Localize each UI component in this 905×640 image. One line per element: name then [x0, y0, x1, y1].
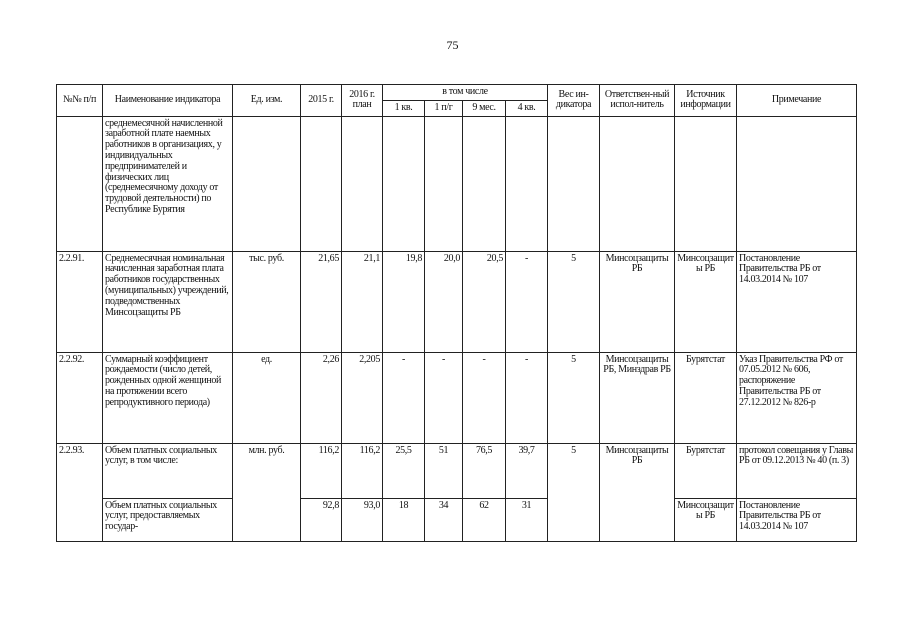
- value-2016-plan: 93,0: [342, 498, 383, 541]
- source-cell: Бурятстат: [675, 352, 737, 443]
- header-weight: Вес ин-дикатора: [548, 85, 600, 117]
- value-q4: 39,7: [506, 443, 548, 498]
- indicator-name: Объем платных социальных услуг, предоставляемых государ-: [103, 498, 233, 541]
- value-q1: 19,8: [383, 251, 425, 352]
- value-2016-plan: 21,1: [342, 251, 383, 352]
- value-h1: 34: [425, 498, 463, 541]
- responsible-cell: Минсоцзащиты РБ: [600, 443, 675, 541]
- page-number: 75: [446, 38, 459, 52]
- value-2015: 92,8: [301, 498, 342, 541]
- note-cell: протокол совещания у Главы РБ от 09.12.2013 № 40 (п. 3): [737, 443, 857, 498]
- value-2016-plan: 116,2: [342, 443, 383, 498]
- value-q1: 18: [383, 498, 425, 541]
- unit-cell: ед.: [233, 352, 301, 443]
- table-row: [57, 443, 857, 498]
- value-q1: -: [383, 352, 425, 443]
- value-q4: 31: [506, 498, 548, 541]
- note-cell: Постановление Правительства РБ от 14.03.2014 № 107: [737, 251, 857, 352]
- header-2016-plan: 2016 г. план: [342, 85, 383, 117]
- header-unit: Ед. изм.: [233, 85, 301, 117]
- row-number: 2.2.92.: [57, 352, 103, 443]
- header-name: Наименование индикатора: [103, 85, 233, 117]
- note-cell: Указ Правительства РФ от 07.05.2012 № 606, распоряжение Правительства РБ от 27.12.2012 № 826-р: [737, 352, 857, 443]
- source-cell: Минсоцзащиты РБ: [675, 251, 737, 352]
- table-row: [57, 251, 857, 352]
- source-cell: Бурятстат: [675, 443, 737, 498]
- weight-cell: 5: [548, 443, 600, 541]
- table-row: [57, 116, 857, 251]
- header-including: в том числе: [383, 85, 548, 101]
- value-h1: 20,0: [425, 251, 463, 352]
- header-q1: 1 кв.: [383, 100, 425, 116]
- value-q4: -: [506, 352, 548, 443]
- value-9m: -: [463, 352, 506, 443]
- indicator-name: Объем платных социальных услуг, в том числе:: [103, 443, 233, 498]
- header-num: №№ п/п: [57, 85, 103, 117]
- unit-cell: млн. руб.: [233, 443, 301, 541]
- value-q4: -: [506, 251, 548, 352]
- header-responsible: Ответствен-ный испол-нитель: [600, 85, 675, 117]
- value-9m: 62: [463, 498, 506, 541]
- indicators-table: [56, 84, 857, 542]
- indicator-name: Среднемесячная номинальная начисленная заработная плата работников государственных (муниципальных) учреждений, подведомственных Минсоцзащиты РБ: [103, 251, 233, 352]
- header-source: Источник информации: [675, 85, 737, 117]
- table-row: [57, 352, 857, 443]
- header-9m: 9 мес.: [463, 100, 506, 116]
- value-2016-plan: 2,205: [342, 352, 383, 443]
- row-number: 2.2.93.: [57, 443, 103, 541]
- responsible-cell: Минсоцзащиты РБ: [600, 251, 675, 352]
- unit-cell: тыс. руб.: [233, 251, 301, 352]
- value-9m: 20,5: [463, 251, 506, 352]
- source-cell: Минсоцзащиты РБ: [675, 498, 737, 541]
- weight-cell: 5: [548, 352, 600, 443]
- value-9m: 76,5: [463, 443, 506, 498]
- table-row: [57, 498, 857, 541]
- value-2015: 2,26: [301, 352, 342, 443]
- row-number: 2.2.91.: [57, 251, 103, 352]
- header-q4: 4 кв.: [506, 100, 548, 116]
- value-2015: 116,2: [301, 443, 342, 498]
- header-2015: 2015 г.: [301, 85, 342, 117]
- value-h1: 51: [425, 443, 463, 498]
- responsible-cell: Минсоцзащиты РБ, Минздрав РБ: [600, 352, 675, 443]
- header-h1: 1 п/г: [425, 100, 463, 116]
- value-q1: 25,5: [383, 443, 425, 498]
- indicator-name: среднемесячной начисленной заработной плате наемных работников в организациях, у индивидуальных предпринимателей и физических лиц (среднемесячному доходу от трудовой деятельности) по Республике Бурятия: [103, 116, 233, 251]
- value-2015: 21,65: [301, 251, 342, 352]
- note-cell: Постановление Правительства РБ от 14.03.2014 № 107: [737, 498, 857, 541]
- indicator-name: Суммарный коэффициент рождаемости (число детей, рожденных одной женщиной на протяжении всего репродуктивного периода): [103, 352, 233, 443]
- header-note: Примечание: [737, 85, 857, 117]
- value-h1: -: [425, 352, 463, 443]
- weight-cell: 5: [548, 251, 600, 352]
- table-header: [57, 85, 857, 117]
